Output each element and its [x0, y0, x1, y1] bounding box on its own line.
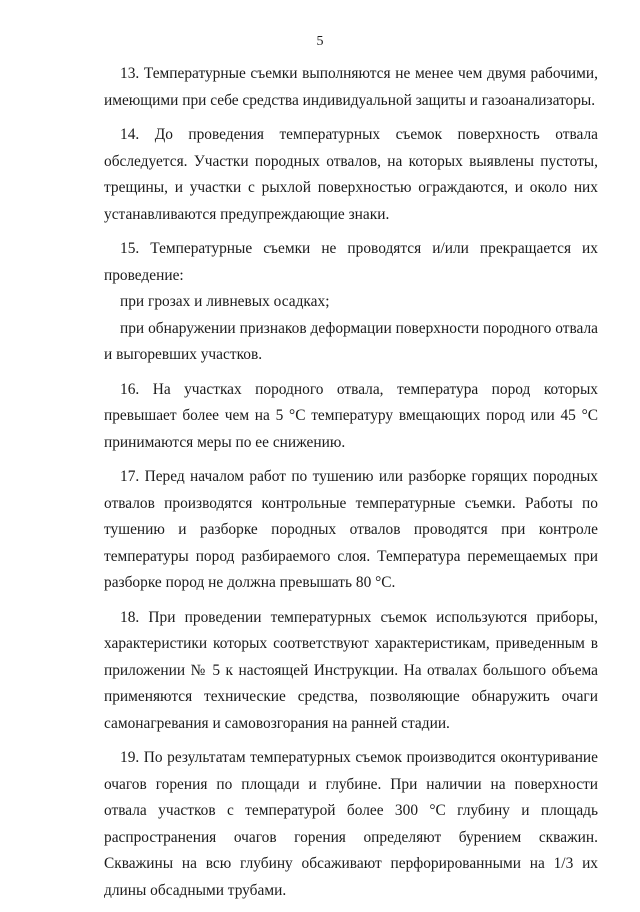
paragraph-13: 13. Температурные съемки выполняются не менее чем двумя рабочими, имеющими при себе средства индивидуальной защиты и газоанализаторы.	[104, 65, 598, 109]
paragraph-15-item-1: при грозах и ливневых осадках;	[120, 293, 330, 310]
paragraph-15-item-2: при обнаружении признаков деформации поверхности породного отвала и выгоревших участков.	[104, 319, 598, 363]
paragraph-17: 17. Перед началом работ по тушению или разборке горящих породных отвалов производятся контрольные температурные съемки. Работы по тушению и разборке породных отвалов проводятся при контроле температуры пород разбираемого слоя. Температура перемещаемых при разборке пород не должна превышать 80 °С.	[104, 468, 598, 591]
paragraph-19: 19. По результатам температурных съемок производится оконтуривание очагов горения по площади и глубине. При наличии на поверхности отвала участков с температурой более 300 °С глубину и площадь распространения очагов горения определяют бурением скважин. Скважины на всю глубину обсаживают перфорированными на 1/3 их длины обсадными трубами.	[104, 749, 598, 899]
paragraph-18: 18. При проведении температурных съемок используются приборы, характеристики которых соответствуют характеристикам, приведенным в приложении № 5 к настоящей Инструкции. На отвалах большого объема применяются технические средства, позволяющие обнаружить очаги самонагревания и самовозгорания на ранней стадии.	[104, 608, 598, 732]
paragraph-15: 15. Температурные съемки не проводятся и/или прекращается их проведение:	[104, 240, 598, 284]
document-body	[104, 61, 598, 912]
paragraph-16: 16. На участках породного отвала, температура пород которых превышает более чем на 5 °С температуру вмещающих пород или 45 °С принимаются меры по ее снижению.	[104, 380, 598, 451]
paragraph-14: 14. До проведения температурных съемок поверхность отвала обследуется. Участки породных отвалов, на которых выявлены пустоты, трещины, и участки с рыхлой поверхностью ограждаются, и около них устанавливаются предупреждающие знаки.	[104, 126, 598, 223]
page-number: 5	[316, 34, 324, 49]
